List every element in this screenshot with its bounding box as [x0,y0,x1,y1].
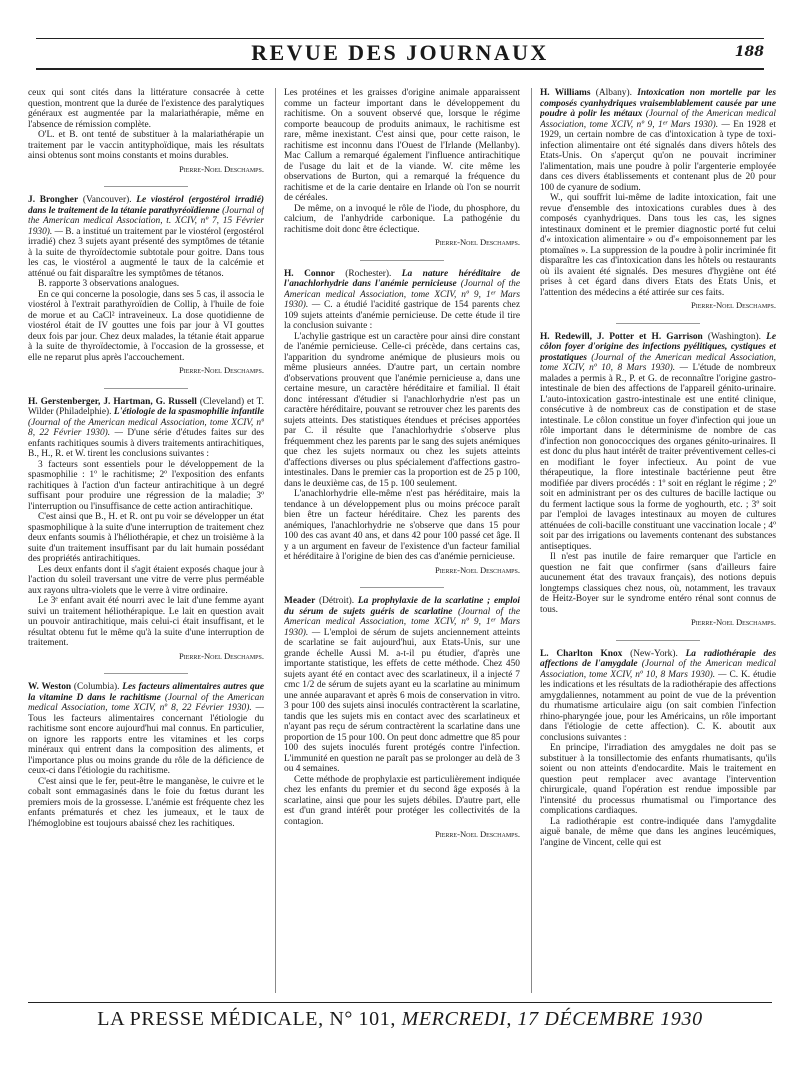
article-location: (Albany). [595,88,632,98]
article-paragraph: Les protéines et les graisses d'origine animale apparaissent comme un facteur important dans le développement du rachitisme. On a souvent observé que, lorsque le régime comporte beaucoup de produits animaux, le rachitisme est rare, même inexistant. C'est ainsi que, pour cette raison, le rachitisme est inconnu dans l'Ouest de l'Irlande (Mellanby). Mac Callum a remarqué également l'influence antirachitique de l'usage du lait et de la viande. W. cite même les observations de Burton, qui a remarqué la fréquence du rachitisme et de la carie dentaire en Irlande où l'on se nourrit de céréales. [284,88,520,203]
article-reference: (Journal of the American medical Association, tome XCIV, nº 9, 1ᵉʳ Mars 1930). — [540,109,776,130]
article-location: (Vancouver). [82,195,132,205]
article-separator [360,587,445,588]
article-paragraph: En principe, l'irradiation des amygdales ne doit pas se substituer à la tonsillectomie des enfants rhumatisants, qu'ils soient ou non atteints d'endocardite. Mais le traitement en question peut remplacer avec avantage l'intervention chirurgicale, quand l'opération est rendue impossible par l'intensité du processus rhumatismal ou l'importance des complications cardiaques. [540,743,776,816]
header-rule-top [36,38,764,39]
article-heading [28,195,264,279]
article-paragraph: L'étude de nombreux malades a permis à R., P. et G. de reconnaître l'origine gastro-intestinale de bien des affections de l'appareil génito-urinaire. L'auto-intoxication gastro-intestinale est une entité clinique, consécutive à de nombreux cas de constipation et de stase intestinale. Le côlon constitue un foyer d'infection qui joue un rôle important dans le déterminisme de nombre de cas d'infection non gonococciques des organes génito-urinaires. Il est donc du plus haut intérêt de traiter préventivement celles-ci en modifiant le foyer infectieux. Au point de vue thérapeutique, la flore intestinale bactérienne peut être modifiée par divers procédés : 1º soit en réglant le régime ; 2º soit en administrant per os des cultures de bacille lactique ou du ferment lactique sous la forme de yoghourth, etc. ; 3º soit par l'emploi de lavages intestinaux au moyen de cultures atténuées de coli-bacille constituant une vaccination locale ; 4º soit par des irrigations ou lavements contenant des substances antiseptiques. [540,363,776,552]
article-paragraph: B. rapporte 3 observations analogues. [38,279,180,289]
article-heading [540,649,776,744]
article-title: Le viostérol (ergostérol irradié) dans le traitement de la tétanie parathyréoïdienne [28,195,264,216]
article-reference: (Journal of the American medical Association, tome XCIV, nº 8, 22 Février 1930). — [28,417,264,438]
article-paragraph: En ce qui concerne la posologie, dans ses 5 cas, il associa le viostérol à l'extrait parathyroïdien de Collip, à l'huile de foie de morue et au CaCl² intraveineux. La dose quotidienne de viostérol était de IV gouttes une fois par jour à VI gouttes deux fois par jour. Chez deux malades, la tétanie était apparue à la suite de thyroïdectomie, à l'occasion de la grossesse, et elle ne reparut plus après l'accouchement. [28,289,264,363]
article-separator [360,260,445,261]
footer-line [28,1008,772,1031]
article-paragraph: W., qui souffrit lui-même de ladite intoxication, fait une revue d'ensemble des intoxications curables dues à des composés cyanhydriques. Dans tous les cas, les signes intestinaux dominent et le premier diagnostic porté fut celui d'« intoxication alimentaire » ou d'« empoisonnement par les ptomaïnes ». La suppression de la poudre à polir incriminée fit disparaître les cas d'intoxication dans les hôtels ou restaurants où ils avaient été signalés. Des mesures d'hygiène ont été prises à cet égard dans divers Etats des Etats Unis, et l'attention des médecins a été attirée sur ces faits. [540,193,776,298]
article [540,649,776,849]
article-paragraph: ceux qui sont cités dans la littérature consacrée à cette question, montrent que la durée de l'existence des paralytiques généraux est augmentée par la malariathérapie, même en l'absence de rémission complète. [28,88,264,130]
article [540,88,776,311]
article-paragraph: Tous les facteurs alimentaires concernant l'étiologie du rachitisme sont encore aujourd'hui mal connus. En particulier, on ignore les rapports entre les vitamines et les corps minéraux qui entrent dans la composition des aliments, et l'importance plus ou moins grande du rôle de la déficience de ceux-ci dans l'étiologie du rachitisme. [28,713,264,776]
footer-rule [28,1002,772,1003]
article-author: H. Connor [284,268,335,279]
article-author: H. Redewill, J. Potter et H. Garrison [540,331,703,342]
article-title: Les facteurs alimentaires autres que la vitamine D dans le rachitisme [28,682,264,703]
journal-issue: LA PRESSE MÉDICALE, N° 101, [97,1008,396,1030]
article-title: La prophylaxie de la scarlatine ; emploi du sérum de sujets guéris de scarlatine [284,596,520,617]
article-heading [28,682,264,777]
article [284,596,520,840]
column-1 [28,88,264,998]
article-paragraph: L'emploi de sérum de sujets anciennement atteints de scarlatine se fait aujourd'hui, aux Etats-Unis, sur une grande échelle Aussi M. a-t-il pu étudier, d'après une importante statistique, les effets de cette méthode. Chez 450 sujets ayant été en contact avec des scarlatineux, il a injecté 7 cmc 1/2 de sérum de sujets ayant eu la scarlatine au minimum une année auparavant et après 6 mois de conservation in vitro. 3 pour 100 des sujets ainsi inoculés contractèrent la scarlatine, tandis que les sujets mis en contact avec des scarlatineux et n'ayant pas reçu de sérum contractèrent la scarlatine dans une proportion de 15 pour 100. On peut donc admettre que 85 pour 100 des sujets inoculés furent protégés contre l'infection. L'immunité en question ne paraît pas se prolonger au delà de 3 ou 4 semaines. [284,627,520,774]
article-separator [616,640,701,641]
article-paragraph: Le 3ᵉ enfant avait été nourri avec le lait d'une femme ayant suivi un traitement héliothérapique. Le lait en question avait un pouvoir antirachitique, mais celui-ci était insuffisant, et le résultat obtenu fut le même qu'à la suite d'une interruption de traitement. [28,596,264,648]
column-2 [284,88,520,998]
article-separator [104,673,189,674]
column-divider [531,88,532,993]
column-3 [540,88,776,998]
article-heading [540,332,776,553]
article-heading [540,88,776,193]
article-author: H. Gerstenberger, J. Hartman, G. Russell [28,396,197,407]
article-heading [28,397,264,460]
header-rule-bottom [36,68,764,70]
article-paragraph: C'est ainsi que le fer, peut-être le manganèse, le cuivre et le cobalt sont emmagasinés dans le foie du fœtus durant les premiers mois de la grossesse. L'anémie est fréquente chez les enfants prématurés et chez les jumeaux, et le taux de l'hémoglobine est toujours abaissé chez les rachitiques. [28,776,264,829]
article-signature: Pierre-Noel Deschamps. [434,829,520,839]
article-reference: (Journal of the American medical Association, t. XCIV, nº 7, 15 Février 1930). — [28,205,264,237]
article-paragraph: C. K. étudie les indications et les résultats de la radiothérapie des affections amygdaliennes, notamment au point de vue de la prévention du rhumatisme articulaire aigu (on sait combien l'infection rhino-pharyngée joue, pour les Américains, un rôle important dans l'étiologie de cette affection). C. K. aboutit aux conclusions suivantes : [540,669,776,743]
article-paragraph: En 1928 et 1929, un certain nombre de cas d'intoxication à type de toxi-infection alimentaire ont été signalés dans divers hôtels des Etats-Unis. On s'aperçut qu'on ne pouvait incriminer l'alimentation, mais une poudre à polir l'argenterie employée dans ces divers établissements et contenant plus de 20 pour 100 de cyanure de sodium. [540,119,776,193]
article-author: W. Weston [28,682,72,692]
article-author: J. Brongher [28,195,79,205]
article-paragraph: B. a institué un traitement par le viostérol (ergostérol irradié) chez 3 sujets ayant présenté des symptômes de tétanie à la suite de thyroïdectomie subtotale pour goitre. Dans tous les cas, le viostérol a augmenté le taux de la calcémie et atténué ou fait disparaître les symptômes de tétanos. [28,226,264,279]
article-title: Intoxication non mortelle par les composés cyanhydriques vraisemblablement causée par une poudre à polir les métaux [540,88,776,119]
article-paragraph: C'est ainsi que B., H. et R. ont pu voir se développer un état spasmophilique à la suite d'une interruption de traitement chez deux enfants soumis à l'héliothérapie, et chez un troisième à la suite d'un traitement insuffisant par du lait humain possédant des propriétés antirachitiques. [28,512,264,564]
article [28,682,264,829]
article-paragraph: De même, on a invoqué le rôle de l'iode, du phosphore, du calcium, de l'anhydride carbonique. La pathogénie du rachitisme doit donc être éclectique. [284,203,520,235]
article-paragraph: D'une série d'études faites sur des enfants rachitiques soumis à divers traitements antirachitiques, B., H., R. et W. tirent les conclusions suivantes : [28,428,264,459]
article-signature: Pierre-Noel Deschamps. [178,365,264,375]
article-paragraph: L'anachlorhydrie elle-même n'est pas héréditaire, mais la tendance à un développement plus ou moins précoce paraît bien être un facteur héréditaire. Chez les parents des anémiques, l'anachlorhydrie ne s'observe que dans 15 pour 100 des cas avant 40 ans, et dans 42 pour 100 passé cet âge. Il y a un argument en faveur de l'existence d'un facteur familial et héréditaire à l'origine de bien des cas d'anémie pernicieuse. [284,489,520,562]
article-signature: Pierre-Noel Deschamps. [434,237,520,247]
page-header [36,28,764,72]
article-heading [284,596,520,775]
article-separator [104,388,189,389]
article-signature: Pierre-Noel Deschamps. [690,300,776,310]
article-signature: Pierre-Noel Deschamps. [178,650,264,661]
article-paragraph: Les deux enfants dont il s'agit étaient exposés chaque jour à l'action du soleil traversant une vitre de verre plus perméable aux rayons ultra-violets que le verre à vitre ordinaire. [28,564,264,596]
article-author: L. Charlton Knox [540,648,623,659]
page-footer [28,1002,772,1032]
article-separator [104,186,189,187]
article-paragraph: L'achylie gastrique est un caractère pour ainsi dire constant de l'anémie pernicieuse. Celle-ci précède, dans certains cas, l'apparition du syndrome anémique de plusieurs mois ou même plusieurs années. D'autre part, un certain nombre d'observations prouvent que l'anémie pernicieuse a, dans une certaine mesure, un caractère héréditaire et familial. Il était donc intéressant d'étudier si l'anachlorhydrie n'est pas un caractère héréditaire, pouvant se retrouver chez les parents des sujets atteints. Des statistiques étendues et précises apportées par C. il résulte que l'anachlorhydrie s'observe plus fréquemment chez les parents par le sang des sujets anémiques que chez les sujets normaux ou chez les sujets atteints d'affections diverses ou plus spécialement d'affections gastro-intestinales. Dans le premier cas la proportion est de 25 p 100, dans le deuxième cas, de 15 p. 100 seulement. [284,331,520,489]
issue-date: MERCREDI, 17 DÉCEMBRE 1930 [401,1008,703,1030]
article-location: (Cleveland) et T. Wilder (Philadelphie). [28,396,264,417]
article-separator [616,323,701,324]
article-heading [284,269,520,332]
article-reference: (Journal of the American medical Association, tome XCIV, nº 10, 8 Mars 1930). — [540,352,776,373]
article-location: (Rochester). [345,268,392,279]
page-number: 188 [734,44,764,60]
article-signature: Pierre-Noel Deschamps. [690,617,776,627]
article [540,332,776,628]
article-title: L'étiologie de la spasmophilie infantile [113,407,264,417]
article-location: (Washington). [707,331,761,342]
article-reference: (Journal of the American medical Association, tome XCIV, nº 9, 1ᵉʳ Mars 1930). — [284,279,520,310]
article [28,88,264,174]
article-author: Meader [284,596,316,606]
article [284,88,520,248]
article-paragraph: Il n'est pas inutile de faire remarquer que l'article en question ne fait que confirmer (sans d'ailleurs faire aucunement état des travaux français), des notions depuis longtemps classiques chez nous, où, notamment, les travaux de Heitz-Boyer sur le syndrome entéro rénal sont connus de tous. [540,552,776,615]
running-title: REVUE DES JOURNAUX [251,40,549,65]
article-author: H. Williams [540,88,591,98]
article [284,269,520,576]
article-signature: Pierre-Noel Deschamps. [178,163,264,174]
article-paragraph: Cette méthode de prophylaxie est particulièrement indiquée chez les enfants du premier et du second âge exposés à la scarlatine, ainsi que pour les sujets débiles. D'autre part, elle est d'un grand intérêt pour protéger les collectivités de la contagion. [284,774,520,827]
article-title: La radiothérapie des affections de l'amygdale [540,648,776,669]
article [28,397,264,662]
article-title: La nature héréditaire de l'anachlorhydrie dans l'anémie pernicieuse [284,268,520,289]
article-signature: Pierre-Noel Deschamps. [434,564,520,575]
article-reference: (Journal of the American medical Association, tome XCIV, nº 9, 1ᵉʳ Mars 1930). — [284,606,520,638]
article-paragraph: C. a étudié l'acidité gastrique de 154 parents chez 109 sujets atteints d'anémie pernicieuse. De cette étude il tire la conclusion suivante : [284,300,520,331]
column-divider [275,88,276,993]
article-paragraph: O'L. et B. ont tenté de substituer à la malariathérapie un traitement par le vaccin antityphoïdique, mais les résultats ainsi obtenus sont moins constants et moins durables. [28,130,264,161]
article-paragraph: La radiothérapie est contre-indiquée dans l'amygdalite aiguë banale, de même que dans les angines leucémiques, l'angine de Vincent, celle qui est [540,816,776,848]
article-paragraph: 3 facteurs sont essentiels pour le développement de la spasmophilie : 1º le rachitisme; 2º l'exposition des enfants rachitiques à l'action d'un facteur antirachitique à un degré suffisant pour produire une régression de la maladie; 3º l'interruption ou l'insuffisance de cette action antirachitique. [28,459,264,512]
article-title: Le côlon foyer d'origine des infections pyélitiques, cystiques et prostatiques [540,331,776,363]
article [28,195,264,376]
article-location: (Détroit). [319,596,355,606]
article-location: (Columbia). [73,682,120,692]
article-location: (New-York). [630,648,678,659]
article-reference: (Journal of the American medical Association, tome XCIV, nº 10, 8 Mars 1930). — [540,659,776,680]
article-reference: (Journal of the American medical Association, tome XCIV, nº 8, 22 Février 1930). — [28,692,264,713]
